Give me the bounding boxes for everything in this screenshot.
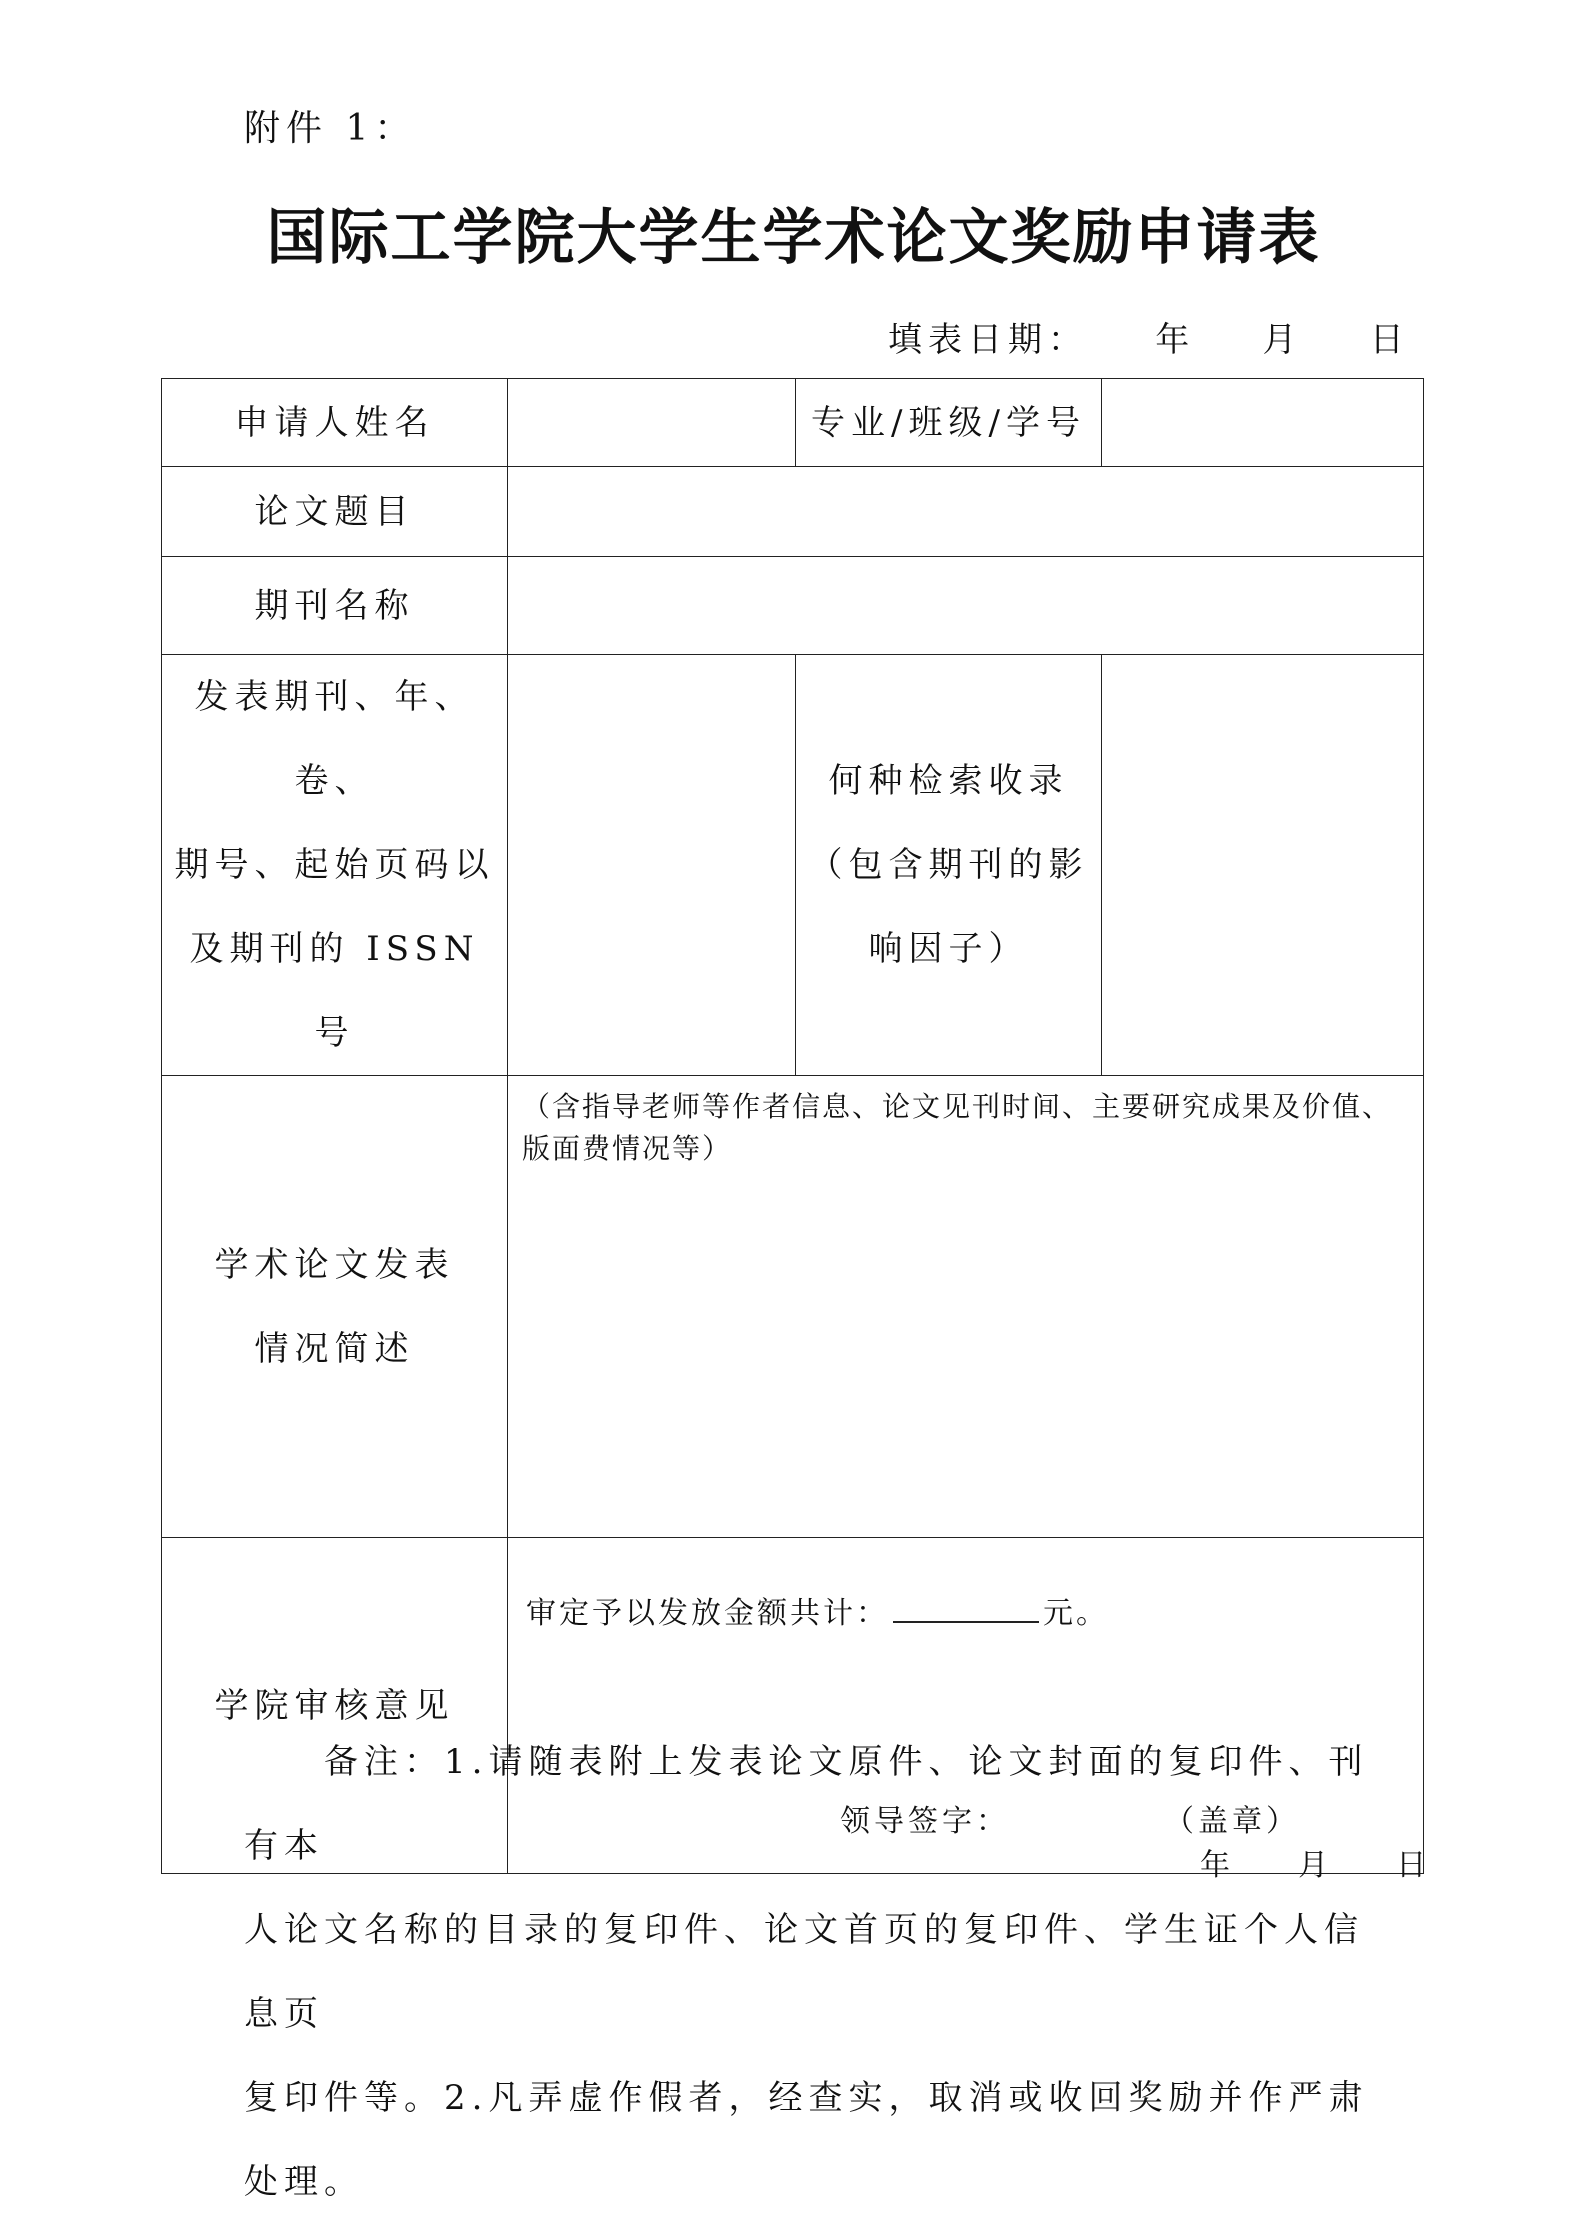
amount-blank[interactable]: [893, 1589, 1039, 1623]
note-line: 复印件等。2.凡弄虚作假者，经查实，取消或收回奖励并作严肃处理。: [244, 2078, 1369, 2202]
publication-info-field[interactable]: [508, 655, 796, 1076]
row-applicant: [162, 379, 1424, 467]
summary-line: 学术论文发表: [214, 1244, 455, 1285]
journal-name-field[interactable]: [508, 557, 1424, 655]
summary-hint: （含指导老师等作者信息、论文见刊时间、主要研究成果及价值、版面费情况等）: [522, 1090, 1393, 1165]
row-journal-name: [162, 557, 1424, 655]
row-summary: [162, 1076, 1424, 1538]
form-title: 国际工学院大学生学术论文奖励申请表: [266, 203, 1321, 273]
review-amount-prefix: 审定予以发放金额共计：: [526, 1596, 889, 1631]
seal-label: （盖章）: [1164, 1804, 1300, 1839]
major-class-id-label: 专业/班级/学号: [796, 379, 1102, 467]
row-thesis-title: [162, 467, 1424, 557]
thesis-title-field[interactable]: [508, 467, 1424, 557]
index-line: 响因子）: [868, 929, 1029, 969]
publication-info-line: 发表期刊、年、卷、: [194, 677, 475, 801]
attachment-label: 附件 1：: [244, 108, 417, 149]
review-amount: [526, 1588, 1109, 1632]
note-line: 备注：1.请随表附上发表论文原件、论文封面的复印件、刊有本: [244, 1742, 1369, 1866]
note-line: 人论文名称的目录的复印件、论文首页的复印件、学生证个人信息页: [244, 1910, 1364, 2034]
summary-label: [162, 1076, 508, 1538]
index-field[interactable]: [1102, 655, 1424, 1076]
note-block: [244, 1720, 1374, 2224]
thesis-title-label: 论文题目: [162, 467, 508, 557]
application-form-table: [161, 378, 1433, 1883]
publication-info-label: [162, 655, 508, 1076]
index-line: 何种检索收录: [828, 761, 1069, 801]
summary-line: 情况简述: [254, 1328, 415, 1369]
review-amount-suffix: 元。: [1043, 1596, 1109, 1631]
review-date: 年 月 日: [1200, 1848, 1433, 1883]
publication-info-line: 期号、起始页码以: [174, 845, 495, 885]
journal-name-label: 期刊名称: [162, 557, 508, 655]
applicant-name-field[interactable]: [508, 379, 796, 467]
publication-info-line: 及期刊的 ISSN 号: [189, 929, 480, 1053]
summary-field[interactable]: [508, 1076, 1424, 1538]
index-line: （包含期刊的影: [808, 845, 1089, 885]
row-publication: [162, 655, 1424, 1076]
review-label: 学院审核意见: [162, 1538, 508, 1874]
applicant-name-label: 申请人姓名: [162, 379, 508, 467]
fill-date: 填表日期： 年 月 日: [888, 320, 1410, 360]
major-class-id-field[interactable]: [1102, 379, 1424, 467]
index-label: [796, 655, 1102, 1076]
leader-signature: 领导签字：: [840, 1804, 1010, 1839]
